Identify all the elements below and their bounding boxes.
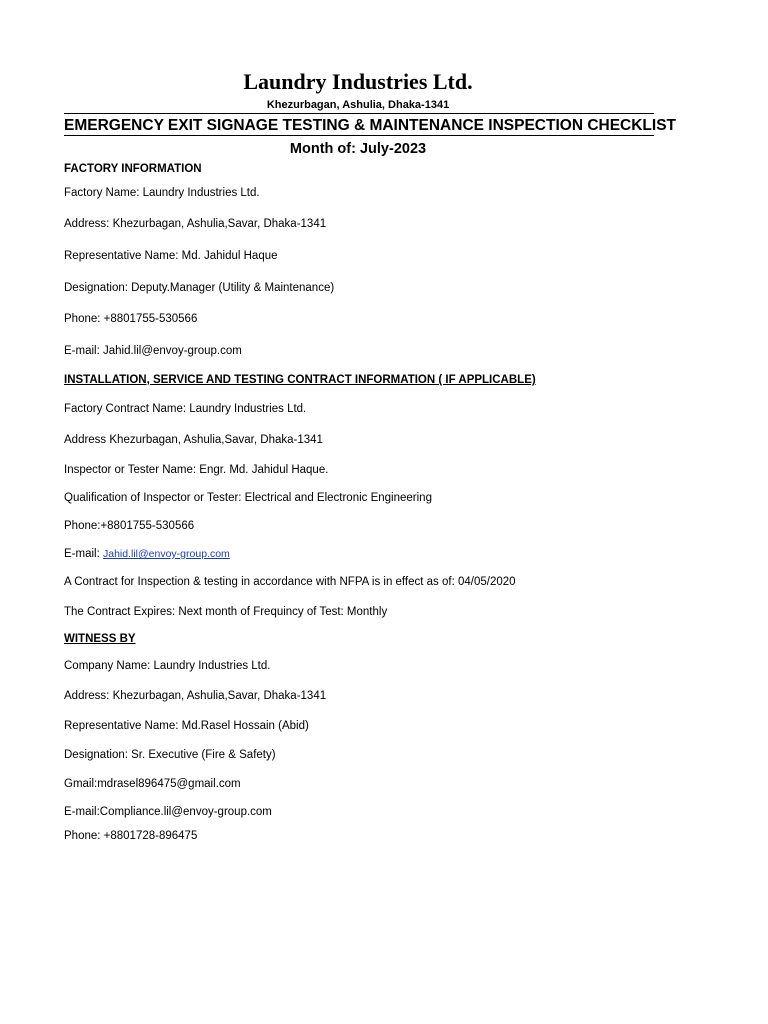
inspector-qualification: Qualification of Inspector or Tester: Electrical and Electronic Engineering	[64, 492, 432, 504]
contract-name: Factory Contract Name: Laundry Industries Ltd.	[64, 403, 307, 415]
witness-gmail: Gmail:mdrasel896475@gmail.com	[64, 778, 241, 790]
inspector-name: Inspector or Tester Name: Engr. Md. Jahidul Haque.	[64, 464, 329, 476]
contract-email-link[interactable]: Jahid.lil@envoy-group.com	[102, 548, 230, 560]
factory-name: Factory Name: Laundry Industries Ltd.	[64, 187, 260, 199]
report-month: Month of: July-2023	[289, 141, 427, 157]
contract-address: Address Khezurbagan, Ashulia,Savar, Dhaka-1341	[64, 434, 323, 446]
contract-section-heading: INSTALLATION, SERVICE AND TESTING CONTRACT INFORMATION ( IF APPLICABLE)	[64, 374, 536, 386]
factory-email: E-mail: Jahid.lil@envoy-group.com	[64, 345, 242, 357]
factory-representative: Representative Name: Md. Jahidul Haque	[64, 250, 278, 262]
witness-company: Company Name: Laundry Industries Ltd.	[64, 660, 271, 672]
witness-email: E-mail:Compliance.lil@envoy-group.com	[64, 806, 272, 818]
contract-expires: The Contract Expires: Next month of Frequincy of Test: Monthly	[64, 606, 388, 618]
contract-effective: A Contract for Inspection & testing in accordance with NFPA is in effect as of: 04/05/2020	[64, 576, 516, 588]
contract-email-label: E-mail:	[64, 548, 103, 560]
factory-phone: Phone: +8801755-530566	[64, 313, 198, 325]
factory-address: Address: Khezurbagan, Ashulia,Savar, Dhaka-1341	[64, 218, 327, 230]
witness-section-heading: WITNESS BY	[64, 633, 136, 645]
header-divider	[64, 113, 654, 114]
contract-email	[64, 547, 230, 561]
factory-designation: Designation: Deputy.Manager (Utility & Maintenance)	[64, 282, 335, 294]
title-divider	[64, 135, 654, 136]
witness-address: Address: Khezurbagan, Ashulia,Savar, Dhaka-1341	[64, 690, 327, 702]
company-name: Laundry Industries Ltd.	[243, 69, 473, 94]
witness-phone: Phone: +8801728-896475	[64, 830, 198, 842]
witness-representative: Representative Name: Md.Rasel Hossain (Abid)	[64, 720, 309, 732]
company-address: Khezurbagan, Ashulia, Dhaka-1341	[266, 99, 450, 111]
witness-designation: Designation: Sr. Executive (Fire & Safety)	[64, 749, 276, 761]
document-title: EMERGENCY EXIT SIGNAGE TESTING & MAINTENANCE INSPECTION CHECKLIST	[64, 117, 677, 134]
contract-phone: Phone:+8801755-530566	[64, 520, 195, 532]
factory-section-heading: FACTORY INFORMATION	[64, 163, 202, 175]
